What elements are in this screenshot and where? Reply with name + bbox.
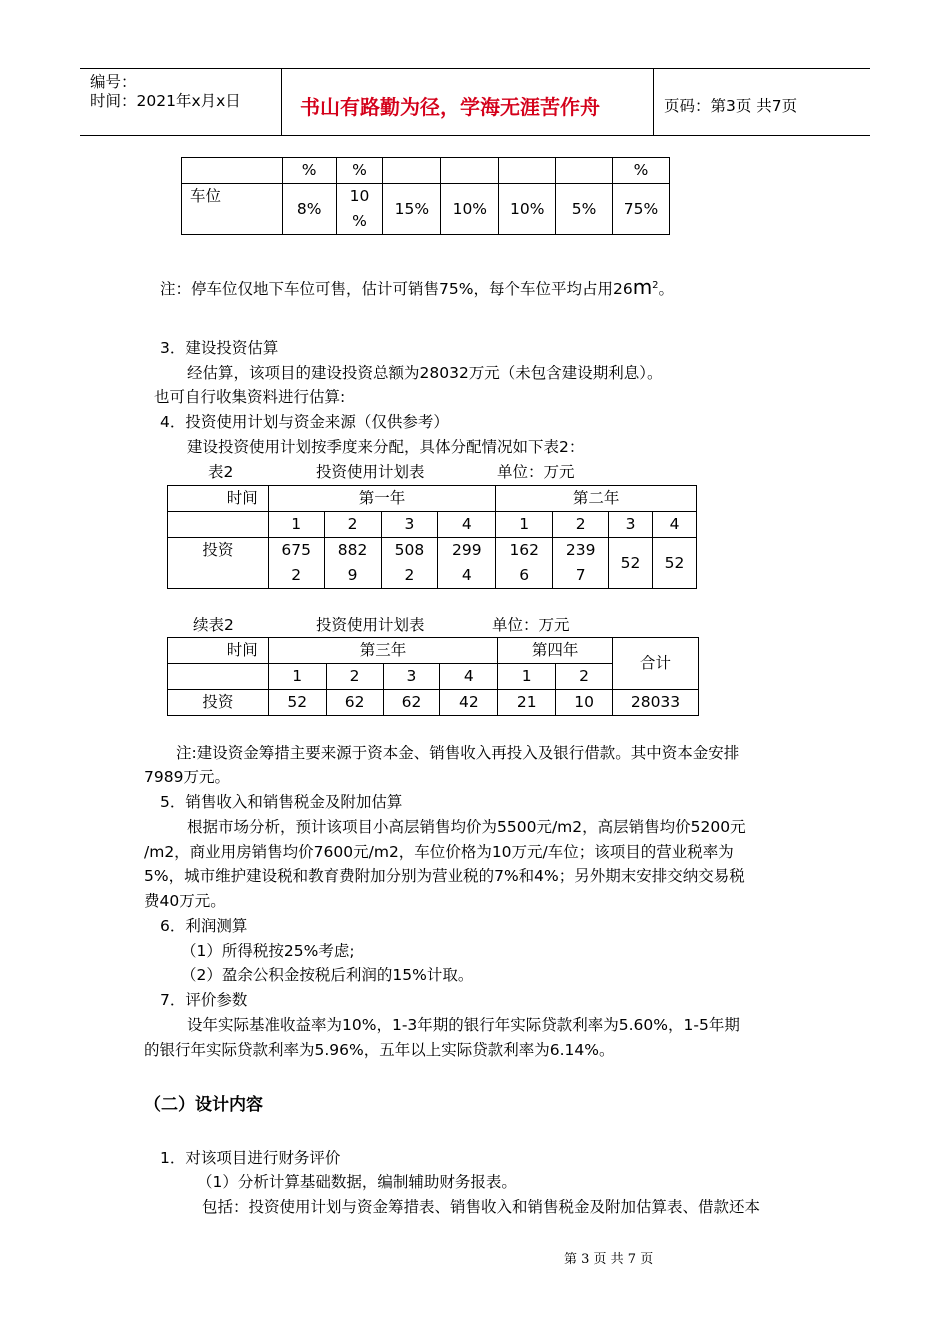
funding-note-line1: 注:建设资金筹措主要来源于资本金、销售收入再投入及银行借款。其中资本金安排 [176,744,740,762]
table-cell: 10 % [336,184,383,235]
parking-note [160,273,674,302]
row-label: 投资 [168,690,269,716]
quarter-cell: 4 [653,512,697,538]
section7-title: 7．评价参数 [160,991,248,1009]
total-cell: 28033 [613,690,699,716]
quarter-cell: 2 [553,512,609,538]
page-footer: 第 3 页 共 7 页 [564,1252,654,1267]
section5-line: 费40万元。 [144,892,226,910]
time-header: 时间 [168,638,269,664]
year1-header: 第一年 [268,486,496,512]
parking-note-sup: 2 [652,280,659,291]
value-cell: 675 2 [268,538,324,589]
table-cell [168,512,269,538]
table-row [182,184,670,235]
value-cell: 882 9 [324,538,381,589]
quarter-cell: 2 [324,512,381,538]
header-motto: 书山有路勤为径，学海无涯苦作舟 [300,95,600,119]
table-row [168,512,697,538]
parking-table [181,157,670,235]
table-cell: 75% [613,184,670,235]
quarter-cell: 4 [440,664,498,690]
time-header: 时间 [168,486,269,512]
year3-header: 第三年 [268,638,498,664]
section4-line1: 建设投资使用计划按季度来分配，具体分配情况如下表2： [187,438,585,456]
header-divider [281,68,282,135]
quarter-cell: 4 [438,512,496,538]
page-label: 页码：第3页 共7页 [664,97,798,115]
table-row [168,690,699,716]
value-cell: 42 [440,690,498,716]
table-cell [383,158,441,184]
table-cell: 15% [383,184,441,235]
quarter-cell: 2 [556,664,613,690]
quarter-cell: 3 [383,664,440,690]
design-content-heading: （二）设计内容 [144,1095,263,1115]
design-item1: 1．对该项目进行财务评价 [160,1149,341,1167]
value-cell: 10 [556,690,613,716]
value-cell: 162 6 [496,538,553,589]
section5-line: 5%，城市维护建设税和教育费附加分别为营业税的7%和4%；另外期末安排交纳交易税 [144,867,745,885]
table-cell: 5% [556,184,613,235]
value-cell: 21 [498,690,556,716]
table-cell: 10% [499,184,556,235]
section3-line2: 也可自行收集资料进行估算: [154,388,346,406]
table-cell: % [336,158,383,184]
investment-table-continued [167,637,699,716]
quarter-cell: 3 [381,512,438,538]
value-cell: 508 2 [381,538,438,589]
table-cell [499,158,556,184]
table2b-caption-title: 投资使用计划表 [316,616,425,634]
section5-line: /m2，商业用房销售均价7600元/m2，车位价格为10万元/车位；该项目的营业税率为 [144,843,734,861]
header-divider [653,68,654,135]
section7-line2: 的银行年实际贷款利率为5.96%，五年以上实际贷款利率为6.14%。 [144,1041,615,1059]
table-cell [556,158,613,184]
table-cell: 8% [282,184,336,235]
quarter-cell: 1 [496,512,553,538]
section5-line: 根据市场分析，预计该项目小高层销售均价为5500元/m2，高层销售均价5200元 [187,818,746,836]
value-cell: 52 [268,690,326,716]
date-label: 时间：2021年x月x日 [90,92,241,110]
value-cell: 299 4 [438,538,496,589]
table2-caption-unit: 单位：万元 [497,463,575,481]
value-cell: 52 [653,538,697,589]
design-sub1: （1）分析计算基础数据，编制辅助财务报表。 [197,1173,517,1191]
table2b-caption-label: 续表2 [193,616,234,634]
quarter-cell: 1 [268,512,324,538]
section3-title: 3．建设投资估算 [160,339,279,357]
total-header: 合计 [613,638,699,690]
value-cell: 52 [609,538,653,589]
header-bottom-rule [80,135,870,136]
table-cell [168,664,269,690]
table-cell: 车位 [182,184,283,235]
quarter-cell: 1 [268,664,326,690]
section4-title: 4．投资使用计划与资金来源（仅供参考） [160,413,449,431]
table-row [168,638,699,664]
section7-line1: 设年实际基准收益率为10%，1-3年期的银行年实际贷款利率为5.60%，1-5年期 [187,1016,740,1034]
serial-label: 编号： [90,73,137,91]
section5-title: 5．销售收入和销售税金及附加估算 [160,793,403,811]
table2-caption-label: 表2 [208,463,234,481]
table2b-caption-unit: 单位：万元 [492,616,570,634]
table2-caption-title: 投资使用计划表 [316,463,425,481]
table-row [168,538,697,589]
table-cell: % [613,158,670,184]
quarter-cell: 2 [326,664,383,690]
section6-item2: （2）盈余公积金按税后利润的15%计取。 [181,966,474,984]
investment-table [167,485,697,589]
table-cell: % [282,158,336,184]
value-cell: 239 7 [553,538,609,589]
value-cell: 62 [326,690,383,716]
design-sub1-detail: 包括：投资使用计划与资金筹措表、销售收入和销售税金及附加估算表、借款还本 [202,1198,761,1216]
quarter-cell: 3 [609,512,653,538]
table-cell: 10% [441,184,499,235]
year2-header: 第二年 [496,486,697,512]
table-row [182,158,670,184]
row-label: 投资 [168,538,269,589]
year4-header: 第四年 [498,638,613,664]
section6-title: 6．利润测算 [160,917,248,935]
parking-note-text: 注：停车位仅地下车位可售，估计可销售75%，每个车位平均占用26 [160,280,633,299]
header-top-rule [80,68,870,69]
table-cell [441,158,499,184]
quarter-cell: 1 [498,664,556,690]
table-cell [182,158,283,184]
funding-note-line2: 7989万元。 [144,768,230,786]
value-cell: 62 [383,690,440,716]
section6-item1: （1）所得税按25%考虑; [181,942,355,960]
parking-note-unit: m [632,275,653,300]
section3-line1: 经估算，该项目的建设投资总额为28032万元（未包含建设期利息）。 [187,364,663,382]
table-row [168,486,697,512]
parking-note-end: 。 [658,280,675,299]
